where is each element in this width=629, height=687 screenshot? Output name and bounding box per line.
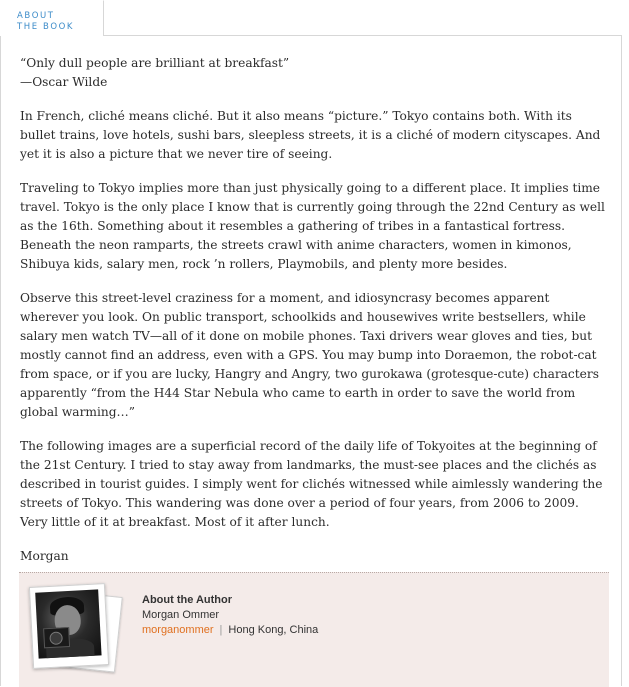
epigraph-quote: “Only dull people are brilliant at breakfast” (20, 56, 290, 70)
author-info (142, 593, 318, 638)
paragraph-3: Observe this street-level craziness for a moment, and idiosyncrasy becomes apparent wherever you look. On public transport, schoolkids and housewives write bestsellers, while salary men watch TV—all of it done on mobile phones. Taxi drivers wear gloves and ties, but mostly cannot find an address, even with a GPS. You may bump into Doraemon, the robot-cat from space, or if you are lucky, Hangry and Angry, two gurokawa (grotesque-cute) characters apparently “from the H44 Star Nebula who came to earth in order to save the world from global warming…” (20, 291, 599, 419)
tab-label-line1: ABOUT (17, 11, 55, 21)
paragraph-4: The following images are a superficial record of the daily life of Tokyoites at the beginning of the 21st Century. I tried to stay away from landmarks, the must-see places and the clichés as described in tourist guides. I simply went for clichés witnessed while aimlessly wandering the streets of Tokyo. This wandering was done over a period of four years, from 2006 to 2009. Very little of it at breakfast. Most of it after lunch. (20, 439, 603, 529)
about-the-author-box (19, 572, 609, 687)
tab-joiner (1, 34, 103, 37)
author-meta (142, 623, 318, 638)
author-photo[interactable] (29, 583, 109, 669)
author-photo-icon (35, 589, 101, 658)
epigraph-author: —Oscar Wilde (20, 75, 108, 89)
signature: Morgan (20, 549, 69, 563)
author-heading: About the Author (142, 594, 233, 606)
paragraph-1: In French, cliché means cliché. But it also means “picture.” Tokyo contains both. With its bullet trains, love hotels, sushi bars, sleepless streets, it is a cliché of modern cityscapes. And yet it is also a picture that we never tire of seeing. (20, 109, 601, 161)
tab-label (17, 11, 97, 33)
author-separator: | (219, 624, 223, 636)
epigraph (20, 54, 610, 92)
paragraph-2: Traveling to Tokyo implies more than just physically going to a different place. It implies time travel. Tokyo is the only place I know that is currently going through the 22nd Century as well as the 16th. Something about it resembles a gathering of tribes in a fantastical fortress. Beneath the neon ramparts, the streets crawl with anime characters, women in kimonos, Shibuya kids, salary men, rock ’n rollers, Playmobils, and plenty more besides. (20, 181, 605, 271)
author-location: Hong Kong, China (228, 624, 319, 636)
author-name: Morgan Ommer (142, 609, 220, 621)
author-photo-stack (31, 585, 121, 681)
tab-about-the-book[interactable] (0, 0, 104, 36)
tab-label-line2: THE BOOK (17, 22, 75, 32)
book-text (20, 54, 610, 581)
author-profile-link[interactable]: morganommer (142, 624, 214, 636)
